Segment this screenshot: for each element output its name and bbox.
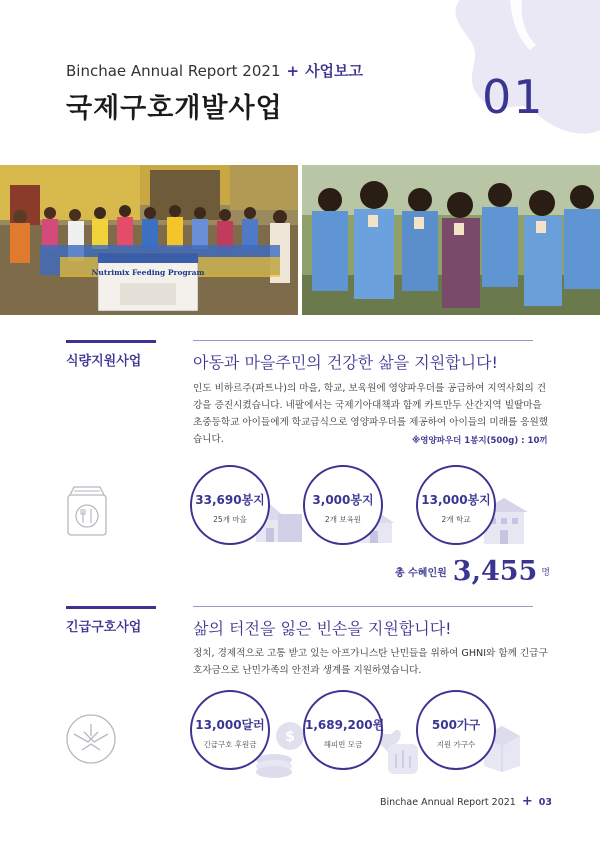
food-stat-villages	[190, 465, 270, 545]
stat-label: 2개 학교	[441, 515, 471, 524]
banner-text: Nutrimix Feeding Program	[91, 268, 205, 277]
stat-label: 2개 보육원	[324, 515, 362, 524]
plus-divider-icon: +	[286, 62, 300, 80]
food-section-body: 인도 비하르주(파트나)의 마을, 학교, 보육원에 영양파우더를 공급하여 지역사회의 건강을 증진시켰습니다. 네팔에서는 국제기아대책과 함께 카트만두 산간지역 빌딸마을 초중등학교 아이들에게 학교급식으로 영양파우더를 제공하여 아이들의 미래를 응원했습니다.	[193, 383, 548, 445]
stat-label: 해피빈 모금	[323, 740, 363, 749]
total-value: 3,455	[452, 556, 538, 587]
stat-value: 33,690봉지	[195, 493, 265, 507]
svg-text:$: $	[285, 729, 295, 745]
relief-section-body: 정치, 경제적으로 고통 받고 있는 아프가니스탄 난민들을 위하여 GHNI와 함께 긴급구호자금으로 난민가족의 안전과 생계를 지원하였습니다.	[193, 648, 548, 676]
helping-hands-icon	[64, 712, 118, 766]
photo-children-drinking	[302, 165, 600, 315]
food-stat-schools	[416, 465, 496, 545]
stat-value: 500가구	[431, 718, 481, 732]
relief-stat-happybean	[303, 690, 383, 770]
stat-value: 3,000봉지	[312, 493, 374, 507]
relief-section-bar	[66, 606, 156, 609]
stat-value: 13,000봉지	[421, 493, 491, 507]
total-beneficiaries	[395, 556, 550, 587]
food-bag-icon	[64, 485, 110, 537]
stat-label: 25개 마을	[213, 515, 247, 524]
report-header-line	[66, 60, 363, 81]
footer-report-name: Binchae Annual Report 2021	[380, 797, 516, 808]
food-section-note: ※영양파우더 1봉지(500g) : 10끼	[412, 436, 548, 446]
stat-value: 13,000달러	[195, 718, 265, 732]
relief-stat-households	[416, 690, 496, 770]
photo-feeding-program	[0, 165, 298, 315]
section-name: 사업보고	[305, 62, 364, 80]
relief-stat-donation	[190, 690, 270, 770]
stat-label: 지원 가구수	[436, 740, 476, 749]
total-label: 총 수혜인원	[395, 568, 447, 579]
food-section-label: 식량지원사업	[66, 354, 142, 369]
total-unit: 명	[541, 568, 551, 578]
food-section-headline: 아동과 마을주민의 건강한 삶을 지원합니다!	[193, 353, 498, 372]
relief-section-label: 긴급구호사업	[66, 620, 142, 635]
chapter-number: 01	[482, 70, 545, 124]
relief-section-headline: 삶의 터전을 잃은 빈손을 지원합니다!	[193, 619, 452, 638]
page-number: 03	[538, 797, 552, 808]
food-section-rule	[193, 340, 533, 341]
page-footer	[380, 794, 552, 809]
stat-label: 긴급구호 후원금	[203, 740, 257, 749]
food-stat-orphanages	[303, 465, 383, 545]
relief-section-rule	[193, 606, 533, 607]
stat-value: 1,689,200원	[305, 718, 385, 732]
food-section-bar	[66, 340, 156, 343]
report-name: Binchae Annual Report 2021	[66, 62, 281, 80]
plus-divider-icon: +	[521, 794, 533, 809]
page-title: 국제구호개발사업	[66, 93, 283, 124]
